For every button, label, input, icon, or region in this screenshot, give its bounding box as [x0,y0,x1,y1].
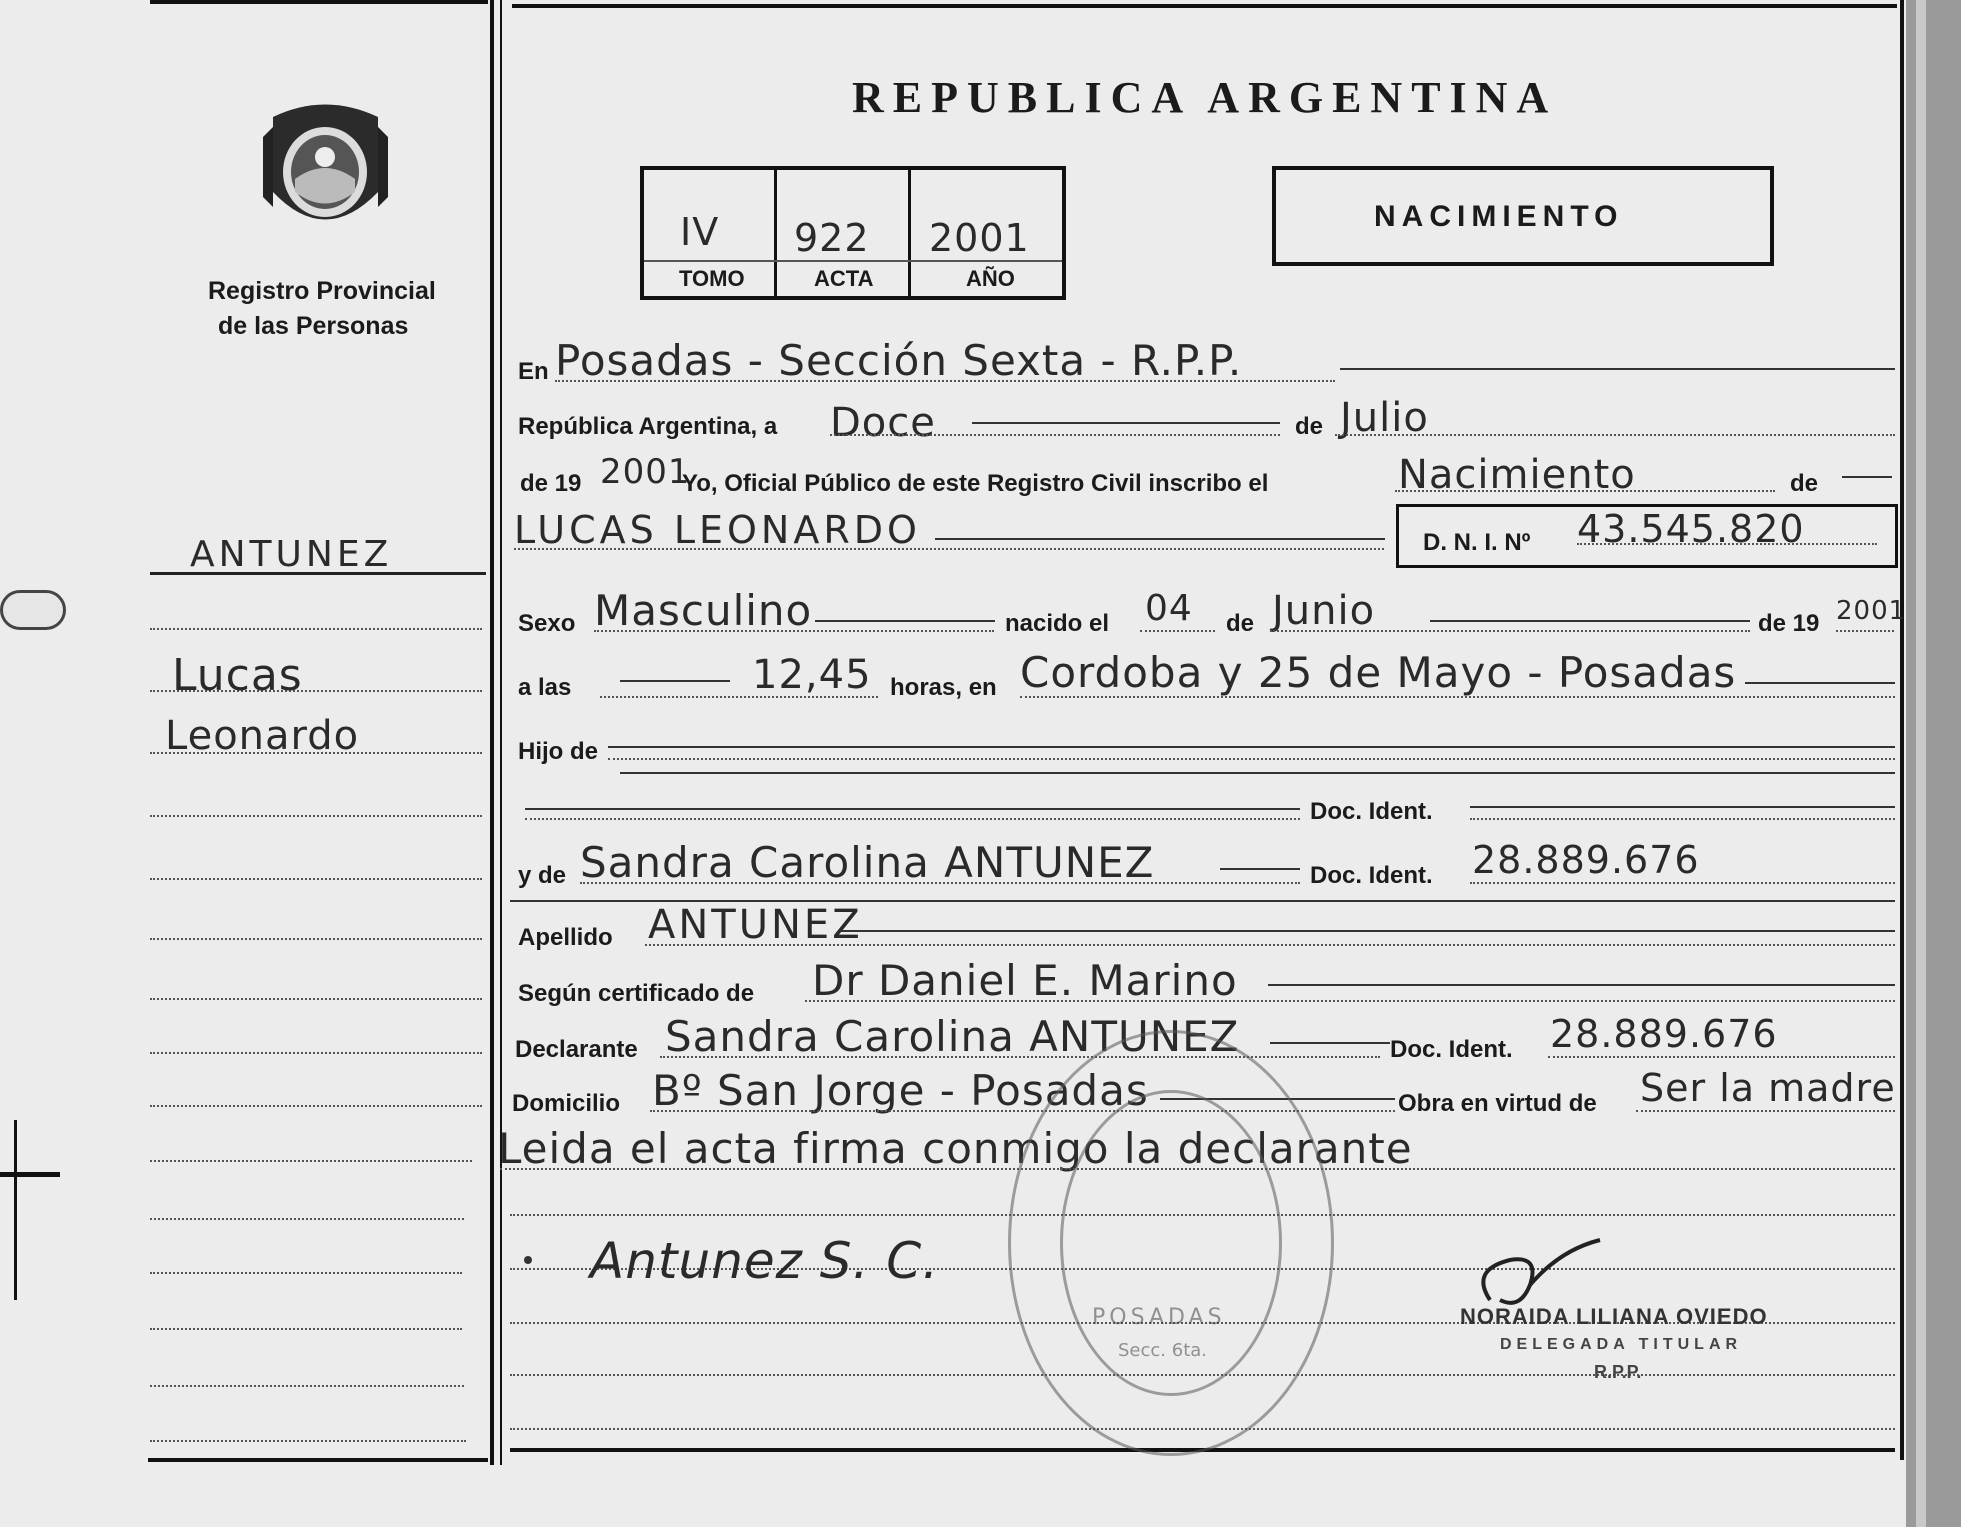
certificate-type-box [1272,166,1774,266]
lugar-value: Cordoba y 25 de Mayo - Posadas [1020,648,1737,697]
column-divider-inner [500,0,502,1465]
binding-hole [0,590,66,630]
bottom-rule-left [148,1458,488,1462]
officer-name: NORAIDA LILIANA OVIEDO [1460,1304,1768,1329]
mes-value: Julio [1340,395,1429,441]
signature-mark [524,1256,532,1264]
page-edge-highlight [1916,0,1926,1527]
page-title: REPUBLICA ARGENTINA [852,73,1558,122]
leida-text: Leida el acta firma conmigo la declarante [498,1124,1413,1173]
misiones-emblem-icon [253,97,398,247]
declarante-doc: 28.889.676 [1550,1012,1778,1056]
certificate-type: NACIMIENTO [1374,200,1624,233]
en-label: En [518,358,549,385]
de19-label: de 19 [520,470,582,497]
nacido-mes: Junio [1272,588,1376,634]
anio-value: 2001 [600,452,691,492]
nacido-dia: 04 [1145,588,1193,629]
binding-stitch [0,1172,60,1177]
hijo-label: Hijo de [518,738,599,765]
oficial-text: Yo, Oficial Público de este Registro Civil inscribo el [682,470,1269,497]
tomo-value: IV [680,210,720,254]
acta-value: 922 [794,216,870,260]
madre-value: Sandra Carolina ANTUNEZ [580,838,1155,887]
right-border [1900,0,1904,1460]
binding-thread [14,1120,17,1300]
dni-value: 43.545.820 [1577,507,1805,551]
domicilio-label: Domicilio [512,1090,621,1117]
nacido-anio: 2001 [1836,596,1907,626]
hora-value: 12,45 [752,652,872,698]
seal-city: POSADAS [1092,1305,1226,1330]
page-edge [1906,0,1961,1527]
column-divider [490,0,494,1465]
sidebar-second-name: Leonardo [165,713,360,759]
de-label-2: de [1790,470,1819,497]
alas-label: a las [518,674,572,701]
doc-ident-label-3: Doc. Ident. [1390,1036,1513,1063]
segun-label: Según certificado de [518,980,755,1007]
acta-label: ACTA [814,266,874,291]
tipo-value: Nacimiento [1398,452,1636,498]
madre-doc: 28.889.676 [1472,838,1700,882]
seal-section: Secc. 6ta. [1118,1340,1207,1361]
en-value: Posadas - Sección Sexta - R.P.P. [555,336,1243,385]
doc-ident-label-2: Doc. Ident. [1310,862,1433,889]
declarant-signature: Antunez S. C. [590,1232,940,1290]
registry-line-2: de las Personas [218,312,409,340]
declarante-value: Sandra Carolina ANTUNEZ [665,1012,1240,1061]
republica-label: República Argentina, a [518,413,778,440]
horas-label: horas, en [890,674,997,701]
obra-label: Obra en virtud de [1398,1090,1597,1117]
dia-value: Doce [830,400,936,446]
de-label-3: de [1226,610,1255,637]
sidebar-surname: ANTUNEZ [190,534,393,575]
officer-title: DELEGADA TITULAR [1500,1336,1743,1353]
apellido-label: Apellido [518,924,613,951]
sexo-value: Masculino [594,586,813,635]
ano-label: AÑO [966,266,1015,291]
top-rule-left [150,0,488,4]
dni-label: D. N. I. Nº [1423,529,1531,556]
officer-office: R.P.P. [1594,1362,1642,1382]
domicilio-value: Bº San Jorge - Posadas [652,1066,1149,1115]
medico-value: Dr Daniel E. Marino [812,956,1238,1005]
nombre-value: LUCAS LEONARDO [514,508,921,552]
sidebar-first-name: Lucas [172,650,303,701]
doc-ident-label-1: Doc. Ident. [1310,798,1433,825]
registry-number-box [640,166,1066,300]
top-rule-right [512,4,1897,8]
apellido-value: ANTUNEZ [648,902,863,948]
dni-box [1396,504,1898,568]
declarante-label: Declarante [515,1036,638,1063]
de19-label-2: de 19 [1758,610,1820,637]
obra-value: Ser la madre [1640,1066,1896,1110]
yde-label: y de [518,862,567,889]
tomo-label: TOMO [679,266,745,291]
registry-line-1: Registro Provincial [208,277,436,305]
sexo-label: Sexo [518,610,576,637]
de-label-1: de [1295,413,1324,440]
ano-value: 2001 [929,216,1030,260]
nacido-label: nacido el [1005,610,1110,637]
